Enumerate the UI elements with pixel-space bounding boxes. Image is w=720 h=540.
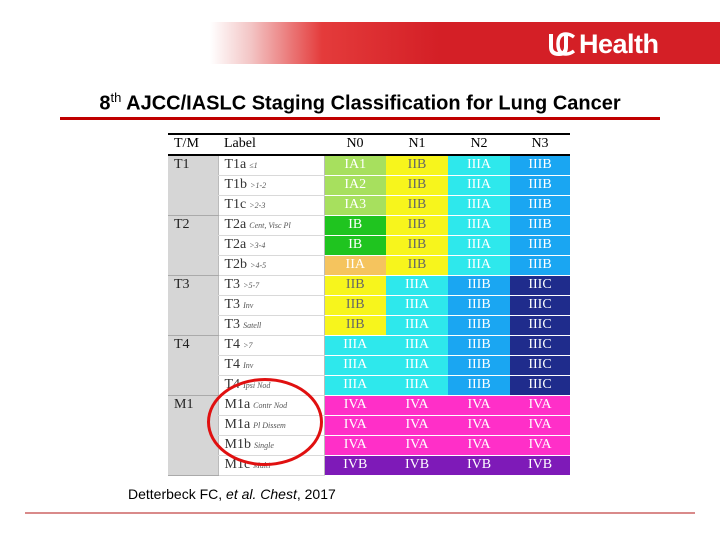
label-code: T1b — [224, 176, 248, 192]
label-code: M1c — [224, 456, 251, 472]
label-descriptor: Satell — [243, 320, 262, 330]
uc-health-logo — [548, 28, 659, 60]
stage-cell-n0: IVA — [324, 435, 386, 455]
stage-cell-n2: IIIA — [448, 235, 510, 255]
stage-cell-n3: IIIC — [510, 375, 570, 395]
label-cell — [218, 255, 324, 275]
label-cell — [218, 215, 324, 235]
label-code: T3 — [224, 276, 241, 292]
m1-highlight-circle — [207, 378, 323, 466]
citation-journal: Chest — [260, 486, 297, 502]
stage-cell-n1: IVA — [386, 435, 448, 455]
label-descriptor: ≤1 — [249, 160, 258, 170]
stage-cell-n2: IVA — [448, 435, 510, 455]
stage-cell-n1: IIB — [386, 195, 448, 215]
label-cell — [218, 235, 324, 255]
stage-cell-n1: IIIA — [386, 335, 448, 355]
stage-cell-n1: IIIA — [386, 315, 448, 335]
stage-cell-n2: IIIA — [448, 215, 510, 235]
label-descriptor: Inv — [243, 300, 254, 310]
label-code: T4 — [224, 376, 241, 392]
stage-cell-n2: IIIA — [448, 155, 510, 176]
label-descriptor: >3-4 — [249, 240, 266, 250]
table-header-row — [168, 134, 570, 155]
label-descriptor: Single — [253, 440, 274, 450]
stage-cell-n1: IVA — [386, 415, 448, 435]
stage-cell-n3: IIIB — [510, 195, 570, 215]
label-code: T2b — [224, 256, 248, 272]
label-cell — [218, 195, 324, 215]
stage-cell-n2: IVA — [448, 415, 510, 435]
uc-logo-mark-icon — [548, 31, 576, 57]
stage-cell-n2: IIIB — [448, 315, 510, 335]
label-descriptor: >5-7 — [243, 280, 260, 290]
label-descriptor: Pl Dissem — [253, 420, 286, 430]
stage-cell-n3: IIIC — [510, 315, 570, 335]
stage-cell-n0: IIIA — [324, 335, 386, 355]
table-row — [168, 155, 570, 176]
table-row — [168, 335, 570, 355]
stage-cell-n1: IVA — [386, 395, 448, 415]
citation-authors: Detterbeck FC, — [128, 486, 227, 502]
label-descriptor: Contr Nod — [253, 400, 288, 410]
table-row — [168, 355, 570, 375]
stage-cell-n1: IIB — [386, 215, 448, 235]
stage-cell-n3: IIIB — [510, 175, 570, 195]
stage-cell-n3: IIIC — [510, 295, 570, 315]
stage-cell-n2: IIIA — [448, 255, 510, 275]
citation — [128, 486, 336, 502]
stage-cell-n0: IIA — [324, 255, 386, 275]
stage-cell-n0: IIIA — [324, 355, 386, 375]
label-code: M1b — [224, 436, 251, 452]
stage-cell-n3: IIIB — [510, 235, 570, 255]
tm-category-cell: M1 — [168, 395, 218, 475]
footer-rule — [25, 512, 695, 514]
table-row — [168, 195, 570, 215]
stage-cell-n0: IIIA — [324, 375, 386, 395]
label-cell — [218, 155, 324, 176]
label-descriptor: >4-5 — [250, 260, 267, 270]
label-descriptor: >1-2 — [250, 180, 267, 190]
stage-cell-n3: IIIC — [510, 335, 570, 355]
label-code: T3 — [224, 296, 241, 312]
citation-etal: et al. — [226, 486, 257, 502]
stage-cell-n3: IIIC — [510, 355, 570, 375]
label-descriptor: Multi — [253, 460, 271, 470]
table-row — [168, 455, 570, 475]
label-cell — [218, 355, 324, 375]
stage-cell-n0: IIB — [324, 295, 386, 315]
table-row — [168, 315, 570, 335]
label-cell — [218, 175, 324, 195]
header-tm: T/M — [168, 134, 218, 155]
label-code: M1a — [224, 416, 251, 432]
stage-cell-n0: IVA — [324, 395, 386, 415]
label-code: M1a — [224, 396, 251, 412]
label-descriptor: Cent, Visc Pl — [249, 220, 291, 230]
stage-cell-n2: IIIB — [448, 375, 510, 395]
header-label: Label — [218, 134, 324, 155]
stage-cell-n0: IIB — [324, 315, 386, 335]
stage-cell-n1: IIB — [386, 255, 448, 275]
stage-cell-n2: IIIB — [448, 355, 510, 375]
stage-cell-n0: IVA — [324, 415, 386, 435]
tm-category-cell: T4 — [168, 335, 218, 395]
label-code: T3 — [224, 316, 241, 332]
stage-cell-n3: IIIB — [510, 255, 570, 275]
stage-cell-n0: IA1 — [324, 155, 386, 176]
label-code: T1c — [224, 196, 247, 212]
stage-cell-n1: IIIA — [386, 295, 448, 315]
table-row — [168, 175, 570, 195]
stage-cell-n1: IIB — [386, 155, 448, 176]
stage-cell-n3: IIIC — [510, 275, 570, 295]
table-row — [168, 235, 570, 255]
title-text: AJCC/IASLC Staging Classification for Lung Cancer — [121, 92, 621, 115]
label-code: T2a — [224, 216, 247, 232]
label-code: T1a — [224, 156, 247, 172]
stage-cell-n0: IB — [324, 215, 386, 235]
label-code: T2a — [224, 236, 247, 252]
stage-cell-n3: IIIB — [510, 155, 570, 176]
title-ordinal-number: 8 — [99, 92, 111, 115]
header-n1: N1 — [386, 134, 448, 155]
stage-cell-n3: IVA — [510, 395, 570, 415]
label-code: T4 — [224, 356, 241, 372]
slide-title — [0, 90, 720, 116]
stage-cell-n1: IIB — [386, 175, 448, 195]
citation-year: , 2017 — [296, 486, 336, 502]
header-n3: N3 — [510, 134, 570, 155]
stage-cell-n2: IIIB — [448, 295, 510, 315]
stage-cell-n0: IB — [324, 235, 386, 255]
label-cell — [218, 295, 324, 315]
label-cell — [218, 275, 324, 295]
label-descriptor: >2-3 — [249, 200, 266, 210]
stage-cell-n1: IIIA — [386, 375, 448, 395]
stage-cell-n3: IVA — [510, 415, 570, 435]
stage-cell-n2: IIIA — [448, 175, 510, 195]
stage-cell-n3: IIIB — [510, 215, 570, 235]
stage-cell-n0: IA3 — [324, 195, 386, 215]
stage-cell-n3: IVA — [510, 435, 570, 455]
tm-category-cell: T2 — [168, 215, 218, 275]
table-row — [168, 255, 570, 275]
title-ordinal-suffix: th — [110, 90, 122, 105]
label-descriptor: Inv — [243, 360, 254, 370]
table-row — [168, 215, 570, 235]
label-cell — [218, 315, 324, 335]
stage-cell-n2: IVB — [448, 455, 510, 475]
stage-cell-n1: IVB — [386, 455, 448, 475]
tm-category-cell: T3 — [168, 275, 218, 335]
table-row — [168, 295, 570, 315]
stage-cell-n0: IIB — [324, 275, 386, 295]
stage-cell-n1: IIIA — [386, 355, 448, 375]
label-descriptor: >7 — [243, 340, 253, 350]
stage-cell-n1: IIB — [386, 235, 448, 255]
stage-cell-n1: IIIA — [386, 275, 448, 295]
label-code: T4 — [224, 336, 241, 352]
stage-cell-n2: IIIB — [448, 275, 510, 295]
title-underline — [60, 117, 660, 120]
tm-category-cell: T1 — [168, 155, 218, 216]
label-cell — [218, 335, 324, 355]
stage-cell-n2: IIIB — [448, 335, 510, 355]
stage-cell-n0: IA2 — [324, 175, 386, 195]
stage-cell-n2: IIIA — [448, 195, 510, 215]
header-n0: N0 — [324, 134, 386, 155]
table-row — [168, 275, 570, 295]
stage-cell-n0: IVB — [324, 455, 386, 475]
header-n2: N2 — [448, 134, 510, 155]
stage-cell-n2: IVA — [448, 395, 510, 415]
stage-cell-n3: IVB — [510, 455, 570, 475]
logo-text: Health — [579, 28, 659, 59]
label-descriptor: Ipsi Nod — [243, 380, 271, 390]
